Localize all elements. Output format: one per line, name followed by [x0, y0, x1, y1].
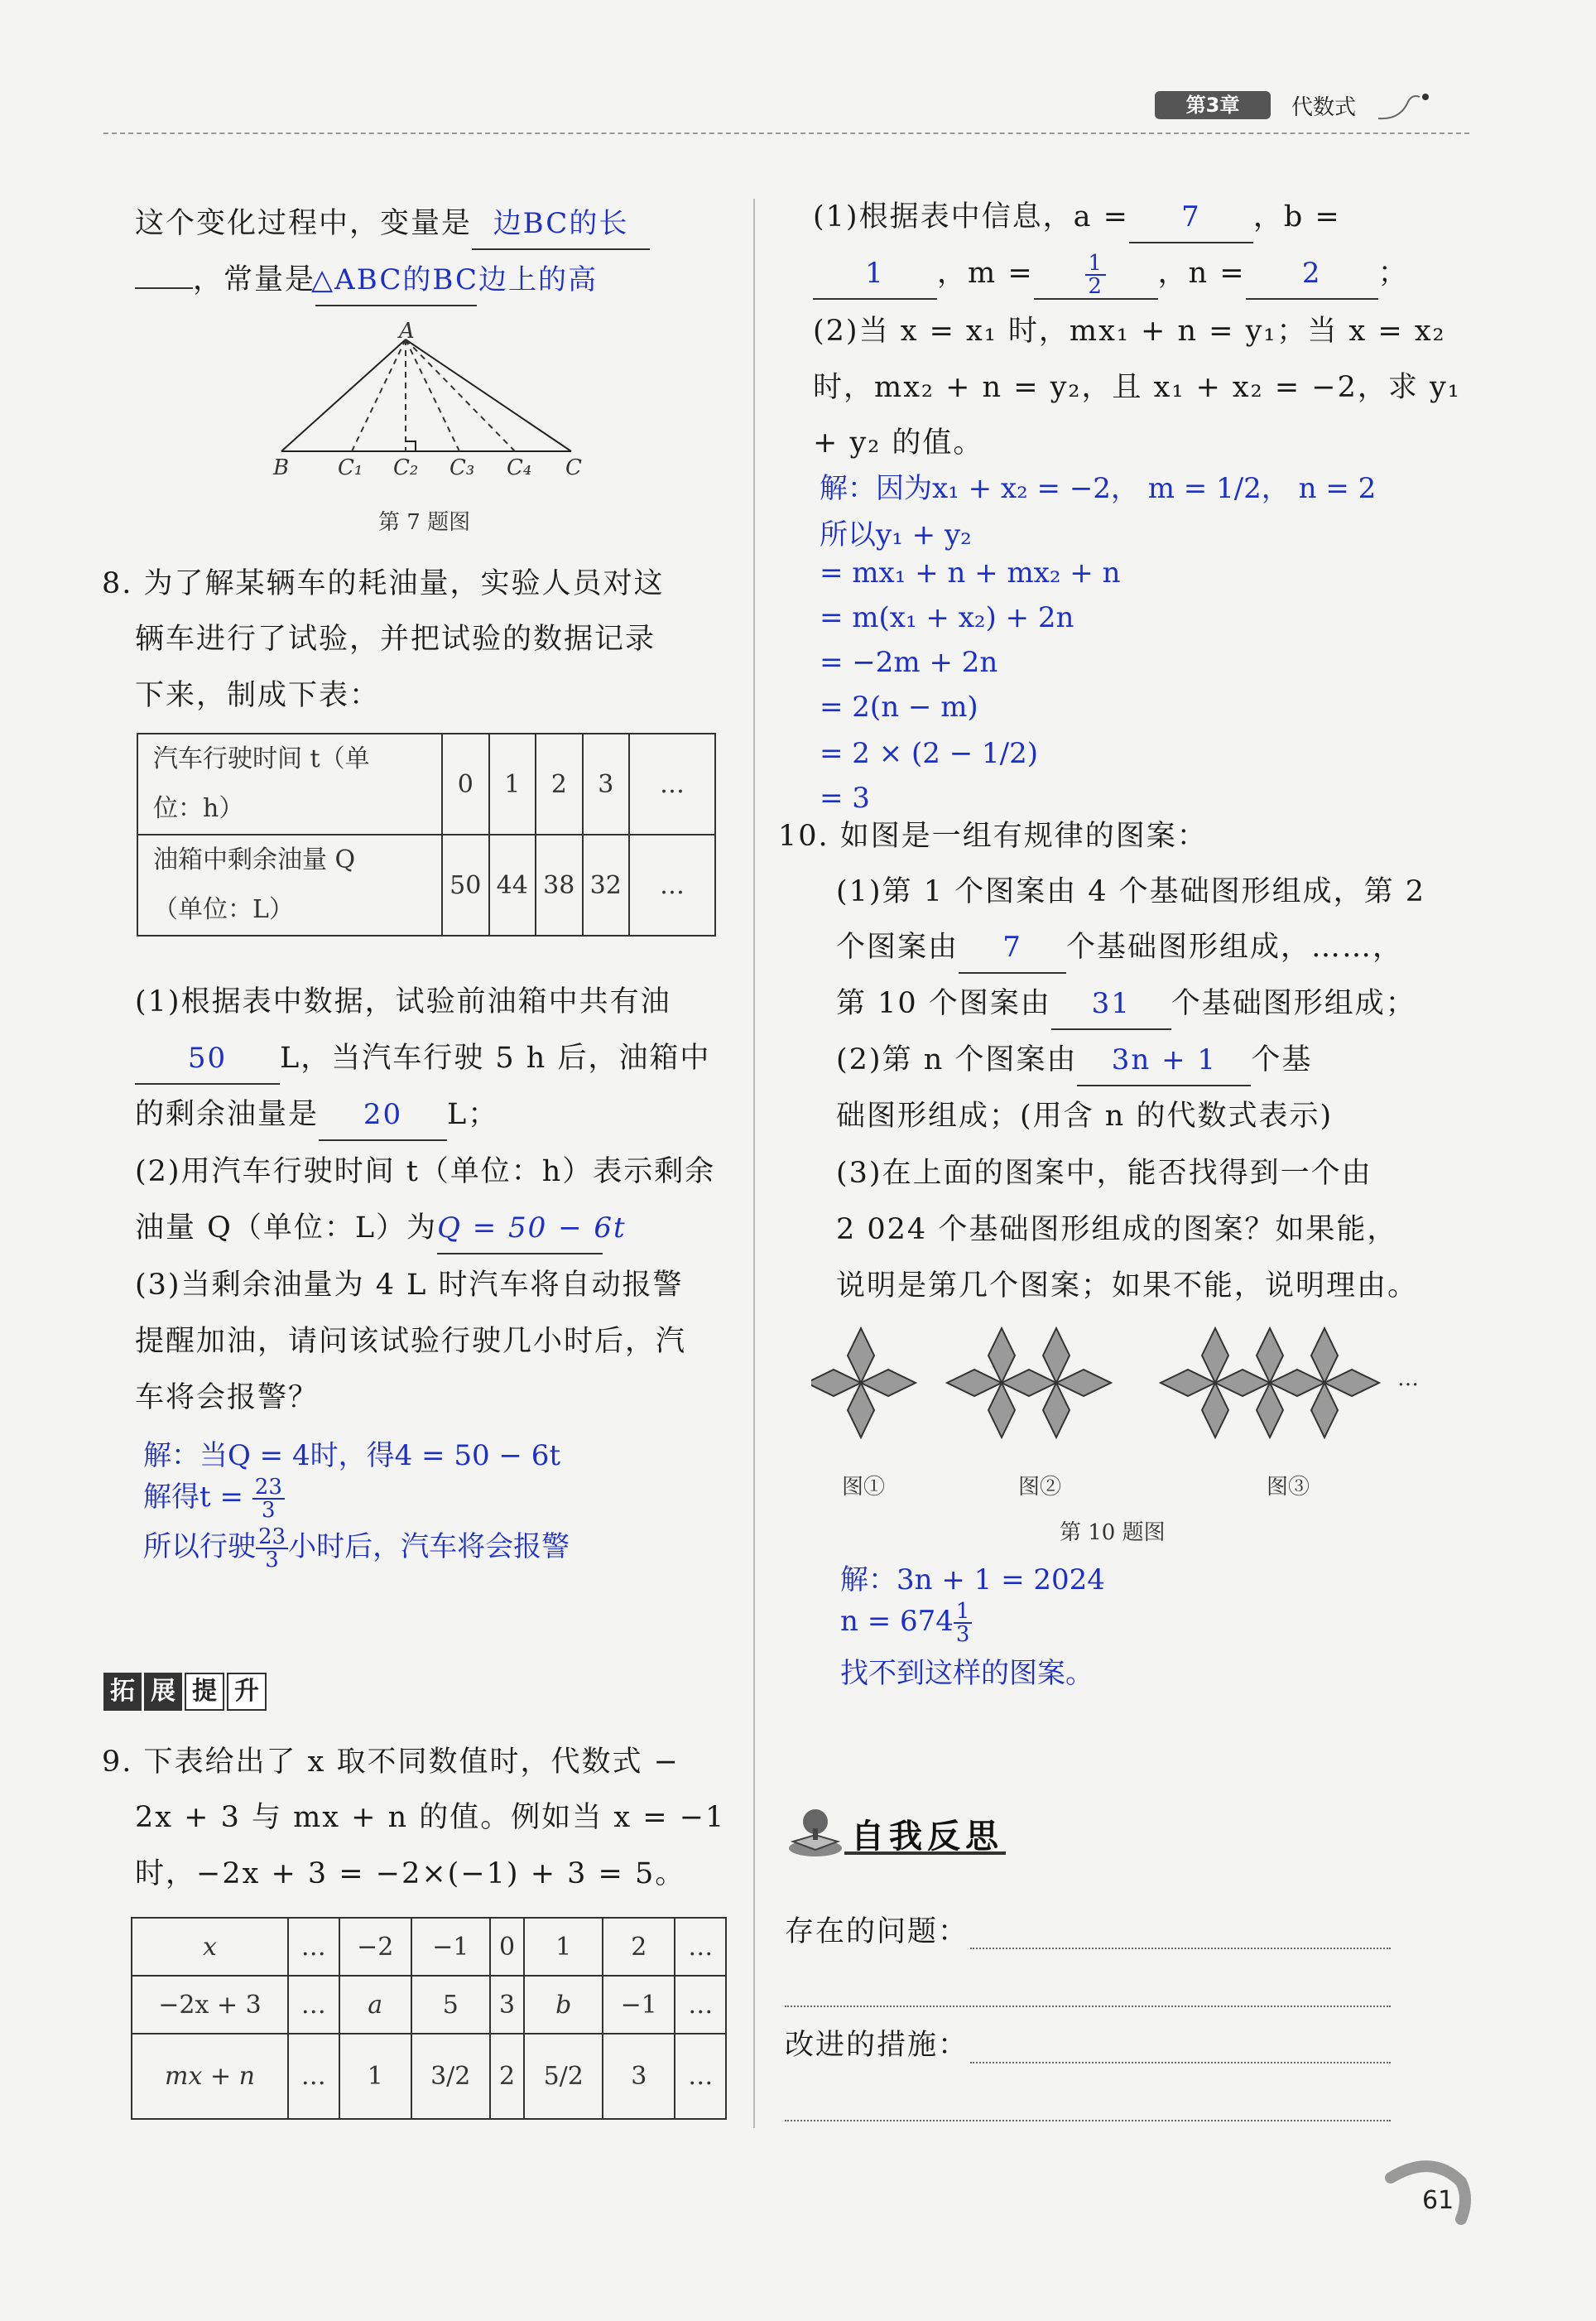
q8-solution-fraction-2: [256, 1526, 288, 1571]
pattern-figure-2: [947, 1328, 1111, 1437]
table-row: [137, 835, 715, 936]
reflection-line-3[interactable]: [970, 2062, 1391, 2063]
table-cell: −2: [339, 1918, 411, 1976]
q10-part1-line3-end: 个基础图形组成；: [1171, 987, 1416, 1020]
table-cell: …: [629, 734, 715, 835]
table-cell: …: [675, 1976, 726, 2034]
q10-solution-line2-text: n = 674: [840, 1605, 954, 1638]
q8-part1-line3-end: L；: [447, 1098, 499, 1131]
table-cell: −1: [411, 1918, 490, 1976]
fraction-numerator: 23: [252, 1476, 285, 1500]
q8-blank1: [135, 1033, 280, 1085]
table-cell: 2: [490, 2034, 525, 2119]
table-cell: 1: [524, 1918, 603, 1976]
q10-part1-line2-end: 个基础图形组成，……，: [1066, 931, 1404, 964]
pattern-more: …: [1397, 1366, 1419, 1391]
q8-part2-line2-text: 油量 Q（单位：L）为: [135, 1211, 438, 1245]
table-cell: 1: [339, 2034, 411, 2119]
table-row-header: [137, 835, 442, 936]
q9-part1-text: (1)根据表中信息，a =: [813, 200, 1129, 234]
q10-part2-line1: [836, 1035, 1312, 1086]
q9-part2-line3: + y₂ 的值。: [813, 426, 984, 460]
q10-solution-line1: 解：3n + 1 = 2024: [840, 1563, 1105, 1596]
left-column: [0, 0, 753, 2321]
reflection-question-1: 存在的问题：: [785, 1915, 969, 1948]
table-cell: 5: [411, 1976, 490, 2034]
section-tag-extension: [103, 1673, 267, 1711]
table-cell: 32: [583, 835, 630, 936]
fraction-denominator: 3: [265, 1548, 279, 1572]
q8-part1-line2-text: L，当汽车行驶 5 h 后，油箱中: [280, 1042, 711, 1075]
q8-line1: 8. 为了解某辆车的耗油量，实验人员对这: [102, 567, 665, 600]
table-row: [132, 2034, 726, 2119]
q10-blank1: [959, 922, 1066, 974]
cevian-c4: [406, 339, 515, 451]
q9-answer-b: 1: [865, 257, 885, 290]
section-tag-char: 拓: [103, 1673, 142, 1711]
q10-blank3: [1077, 1035, 1251, 1086]
row1-header-a: 汽车行驶时间 t（单: [153, 744, 370, 773]
q8-part1-line2: [135, 1033, 710, 1085]
chapter-label: 第3章: [1185, 94, 1240, 117]
table-cell: b: [524, 1976, 603, 2034]
q10-solution-fraction: [954, 1601, 973, 1645]
fraction-numerator: 1: [954, 1601, 973, 1624]
q10-part1-line3: [836, 979, 1416, 1030]
q9-blank-a: [1129, 192, 1253, 243]
q7-line1: [135, 199, 650, 250]
table-cell: 3/2: [411, 2034, 490, 2119]
q9-answer-n: 2: [1301, 257, 1322, 290]
q9-solution-line: = m(x₁ + x₂) + 2n: [820, 601, 1074, 634]
chapter-title: 代数式: [1291, 95, 1357, 120]
table-cell: …: [675, 2034, 726, 2119]
table-cell: 5/2: [524, 2034, 603, 2119]
side-ac: [406, 339, 571, 451]
q10-solution-line3: 找不到这样的图案。: [840, 1657, 1094, 1690]
q9-solution-line: = 3: [820, 782, 870, 815]
q8-part2-line1: (2)用汽车行驶时间 t（单位：h）表示剩余: [135, 1155, 716, 1188]
table-cell: …: [288, 2034, 339, 2119]
q9-part1-end: ；: [1377, 257, 1409, 290]
right-column: [753, 0, 1596, 2321]
cevian-c3: [406, 339, 459, 451]
q8-solution-line1: 解：当Q = 4时，得4 = 50 − 6t: [143, 1439, 561, 1472]
q8-answer1: 50: [187, 1042, 228, 1075]
q9-part1-line1: [813, 192, 1341, 243]
section-tag-char: 展: [144, 1673, 182, 1711]
q9-value-table: [131, 1917, 727, 2120]
table-cell: 0: [490, 1918, 525, 1976]
fraction-numerator: 23: [256, 1526, 288, 1549]
q9-answer-m: [1085, 250, 1106, 299]
q8-solution-line3-text: 所以行驶: [143, 1530, 256, 1563]
q10-part1-line2: [836, 922, 1403, 974]
q8-part3-line1: (3)当剩余油量为 4 L 时汽车将自动报警: [135, 1269, 684, 1302]
section-tag-char: 升: [227, 1673, 267, 1711]
table-cell: …: [288, 1976, 339, 2034]
q8-solution-fraction: [252, 1476, 285, 1521]
q10-pattern-figure: [811, 1321, 1424, 1453]
q10-part2-line1-text: (2)第 n 个图案由: [836, 1043, 1078, 1076]
table-cell: 3: [490, 1976, 525, 2034]
book-icon: [786, 1805, 844, 1858]
table-cell: 38: [536, 835, 583, 936]
q9-blank-b: [813, 248, 937, 300]
q7-blank2: [311, 255, 598, 306]
table-row-header: −2x + 3: [132, 1976, 288, 2034]
q7-label-a: A: [399, 319, 415, 344]
q9-line1: 9. 下表给出了 x 取不同数值时，代数式 −: [102, 1746, 680, 1779]
fraction-denominator: 3: [955, 1622, 970, 1647]
page-number: 61: [1422, 2186, 1454, 2215]
fraction-denominator: 2: [1088, 273, 1103, 299]
q9-line2: 2x + 3 与 mx + n 的值。例如当 x = −1: [135, 1801, 726, 1834]
q7-label-b: B: [273, 455, 290, 480]
q7-line2: [135, 255, 598, 306]
q9-blank-m: [1034, 248, 1158, 300]
q10-blank2: [1051, 979, 1171, 1030]
table-row: [137, 734, 715, 835]
q8-blank2: [319, 1090, 447, 1141]
row1-header-b: 位：h）: [153, 794, 244, 823]
q9-solution-line: 所以y₁ + y₂: [820, 518, 972, 551]
q7-caption: 第 7 题图: [378, 510, 471, 535]
q9-n-label: ，n =: [1157, 257, 1246, 290]
q7-triangle-figure: [257, 319, 604, 493]
q10-answer1: 7: [1002, 931, 1022, 964]
q9-solution-line: = mx₁ + n + mx₂ + n: [820, 556, 1121, 590]
pattern-figure-3: [1161, 1328, 1379, 1437]
q9-line3: 时，−2x + 3 = −2×(−1) + 3 = 5。: [135, 1857, 686, 1890]
cevian-c1: [352, 339, 406, 451]
q7-line1-text: 这个变化过程中，变量是: [135, 207, 473, 240]
right-angle-mark: [406, 441, 416, 451]
q7-blank1: [472, 199, 650, 250]
q8-solution-line3-end: 小时后，汽车将会报警: [288, 1530, 570, 1563]
pattern-figure-1: [811, 1328, 916, 1437]
q8-part1-line3-text: 的剩余油量是: [135, 1098, 320, 1131]
q10-part3-line1: (3)在上面的图案中，能否找得到一个由: [836, 1157, 1372, 1190]
side-ab: [281, 339, 406, 451]
q8-line2: 辆车进行了试验，并把试验的数据记录: [135, 623, 656, 656]
q8-solution-line3: [143, 1524, 570, 1571]
q8-part1-line3: [135, 1090, 498, 1141]
fraction-numerator: 1: [1085, 253, 1106, 276]
q8-part3-line3: 车将会报警？: [135, 1381, 320, 1414]
table-cell: −1: [603, 1976, 675, 2034]
table-row: [132, 1976, 726, 2034]
pattern-label-1: 图①: [842, 1475, 886, 1500]
q8-part1-line1: (1)根据表中数据，试验前油箱中共有油: [135, 985, 671, 1018]
q7-label-c3: C₃: [449, 455, 475, 480]
table-row-header: [137, 734, 442, 835]
q8-solution-line2-text: 解得t =: [143, 1481, 243, 1514]
q8-answer2: 20: [363, 1098, 403, 1131]
q9-m-label: ，m =: [937, 257, 1034, 290]
table-cell: …: [675, 1918, 726, 1976]
reflection-question-2: 改进的措施：: [785, 2029, 969, 2062]
q9-part2-line2: 时，mx₂ + n = y₂，且 x₁ + x₂ = −2，求 y₁: [813, 371, 1461, 404]
pattern-label-2: 图②: [1018, 1475, 1062, 1500]
reflection-line-4[interactable]: [785, 2120, 1391, 2121]
q10-part1-line3-text: 第 10 个图案由: [836, 987, 1051, 1020]
section-tag-char: 提: [185, 1673, 224, 1711]
q7-label-c4: C₄: [507, 455, 532, 480]
q8-part3-line2: 提醒加油，请问该试验行驶几小时后，汽: [135, 1325, 687, 1358]
reflection-title: 自我反思: [851, 1818, 1003, 1856]
reflection-line-1[interactable]: [970, 1948, 1391, 1949]
q7-label-c1: C₁: [338, 455, 363, 480]
q7-label-c2: C₂: [393, 455, 419, 480]
row2-header-b: （单位：L）: [153, 895, 294, 924]
q7-answer2: △ABC的BC边上的高: [311, 263, 598, 296]
q10-caption: 第 10 题图: [1060, 1520, 1166, 1545]
q9-solution-line: 解：因为x₁ + x₂ = −2， m = 1/2， n = 2: [820, 472, 1377, 505]
q10-answer2: 31: [1091, 987, 1131, 1020]
row2-header-a: 油箱中剩余油量 Q: [153, 845, 356, 874]
table-cell: 44: [489, 835, 536, 936]
q10-answer3: 3n + 1: [1111, 1043, 1217, 1076]
table-row-header: x: [132, 1918, 288, 1976]
q10-part1-line1: (1)第 1 个图案由 4 个基础图形组成，第 2: [836, 875, 1426, 908]
q10-part2-line1-end: 个基: [1251, 1043, 1313, 1076]
fraction-denominator: 3: [262, 1498, 276, 1523]
table-row: [132, 1918, 726, 1976]
q8-blank3: [437, 1203, 627, 1254]
pattern-label-3: 图③: [1267, 1475, 1310, 1500]
q9-solution-line: = 2(n − m): [820, 691, 978, 724]
table-cell: a: [339, 1976, 411, 2034]
reflection-banner: [786, 1805, 1010, 1858]
table-cell: 1: [489, 734, 536, 835]
q9-solution-line: = −2m + 2n: [820, 646, 998, 679]
q8-solution-line2: [143, 1474, 285, 1521]
table-cell: …: [629, 835, 715, 936]
q8-line3: 下来，制成下表：: [135, 679, 381, 712]
q7-answer1: 边BC的长: [493, 207, 629, 240]
table-cell: 2: [536, 734, 583, 835]
reflection-line-2[interactable]: [785, 2006, 1391, 2007]
q10-part3-line3: 说明是第几个图案；如果不能，说明理由。: [836, 1269, 1419, 1303]
table-cell: 3: [603, 2034, 675, 2119]
q8-part2-line2: [135, 1203, 627, 1254]
q8-answer3: Q = 50 − 6t: [437, 1211, 627, 1245]
q7-label-c: C: [565, 455, 582, 480]
table-row-header: mx + n: [132, 2034, 288, 2119]
q10-solution-line2: [840, 1601, 972, 1645]
q9-blank-n: [1246, 248, 1378, 300]
q7-blank-lead: [135, 287, 193, 289]
q10-part3-line2: 2 024 个基础图形组成的图案？如果能，: [836, 1213, 1398, 1246]
q7-line2-text: ，常量是: [193, 263, 316, 296]
reflection-underline: [844, 1852, 1006, 1855]
table-cell: …: [288, 1918, 339, 1976]
q9-part1-line2: [813, 248, 1409, 300]
q9-b-label: ，b =: [1252, 200, 1341, 234]
q9-solution-line: = 2 × (2 − 1/2): [820, 737, 1039, 770]
q10-part1-line2-text: 个图案由: [836, 931, 959, 964]
q9-part2-line1: (2)当 x = x₁ 时，mx₁ + n = y₁；当 x = x₂: [813, 315, 1446, 348]
table-cell: 50: [442, 835, 489, 936]
table-cell: 0: [442, 734, 489, 835]
q8-data-table: [137, 733, 716, 937]
q10-part2-line2: 础图形组成；(用含 n 的代数式表示): [836, 1100, 1334, 1133]
table-cell: 3: [583, 734, 630, 835]
q10-title: 10. 如图是一组有规律的图案：: [778, 820, 1208, 853]
table-cell: 2: [603, 1918, 675, 1976]
q9-answer-a: 7: [1181, 200, 1201, 234]
